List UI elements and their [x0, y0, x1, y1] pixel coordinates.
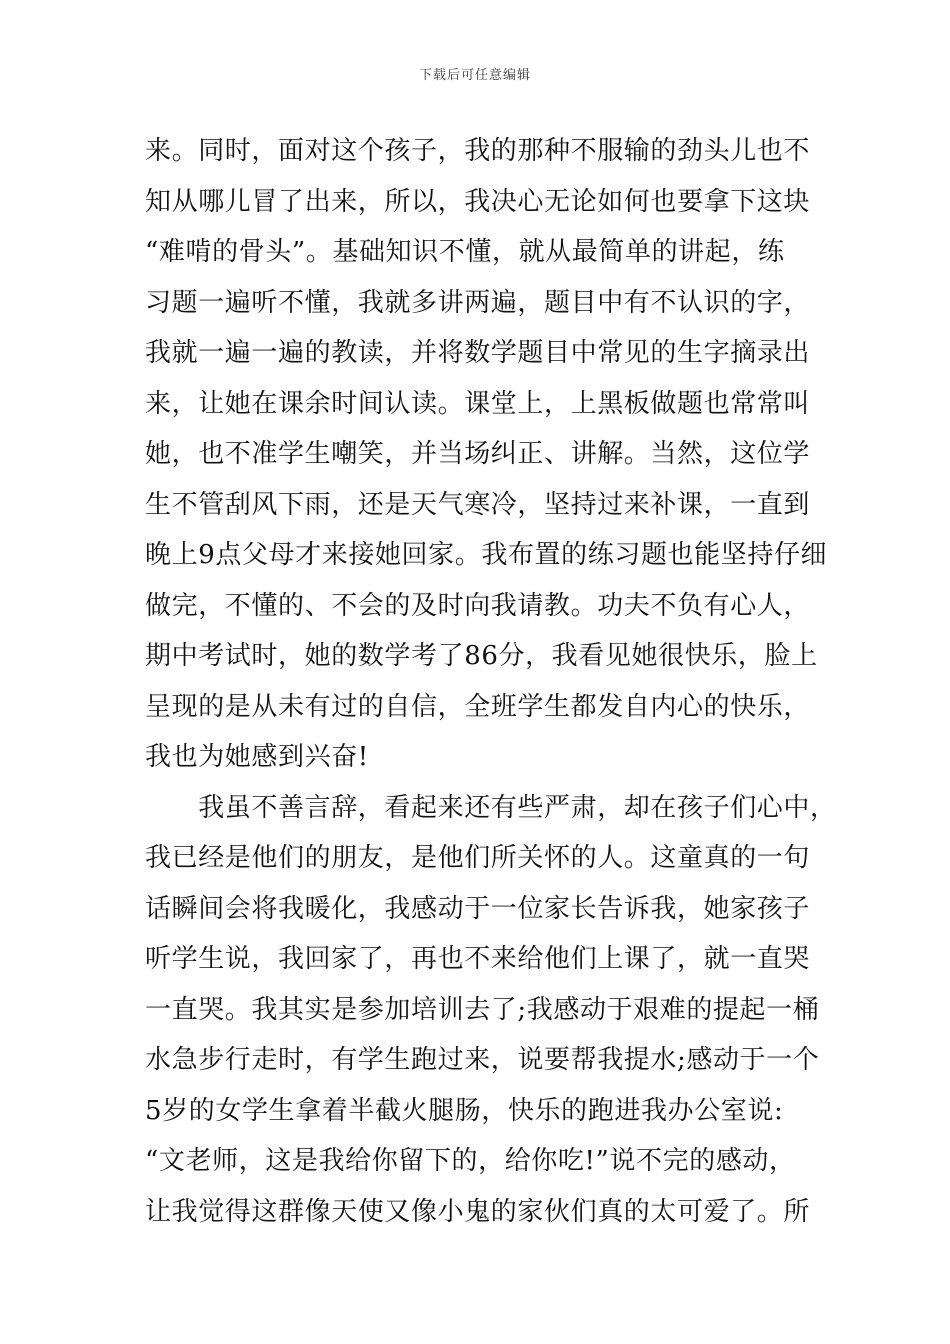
text-line: 晚上9点父母才来接她回家。我布置的练习题也能坚持仔细: [145, 540, 828, 570]
text-line: 5岁的女学生拿着半截火腿肠，快乐的跑进我办公室说:: [145, 1095, 784, 1126]
text-line: “文老师，这是我给你留下的，给你吃!”说不完的感动，: [145, 1146, 796, 1176]
document-body: [145, 126, 837, 1237]
text-line: 呈现的是从未有过的自信，全班学生都发自内心的快乐，: [145, 691, 811, 722]
text-line: 一直哭。我其实是参加培训去了;我感动于艰难的提起一桶: [145, 994, 820, 1025]
text-line: “难啃的骨头”。基础知识不懂，就从最简单的讲起，练: [145, 237, 785, 267]
text-line: 来，让她在课余时间认读。课堂上，上黑板做题也常常叫: [145, 388, 811, 419]
text-line: 习题一遍听不懂，我就多讲两遍，题目中有不认识的字，: [145, 287, 811, 318]
text-line: 来。同时，面对这个孩子，我的那种不服输的劲头儿也不: [145, 136, 811, 166]
text-line: 她，也不准学生嘲笑，并当场纠正、讲解。当然，这位学: [145, 439, 811, 469]
text-line: 让我觉得这群像天使又像小鬼的家伙们真的太可爱了。所: [145, 1196, 811, 1227]
text-line: 水急步行走时，有学生跑过来，说要帮我提水;感动于一个: [145, 1045, 820, 1075]
text-line: 我虽不善言辞，看起来还有些严肃，却在孩子们心中，: [145, 792, 837, 823]
text-line: 听学生说，我回家了，再也不来给他们上课了，就一直哭: [145, 944, 811, 974]
text-line: 知从哪儿冒了出来，所以，我决心无论如何也要拿下这块: [145, 186, 811, 217]
text-line: 我已经是他们的朋友，是他们所关怀的人。这童真的一句: [145, 843, 811, 873]
text-line: 生不管刮风下雨，还是天气寒冷，坚持过来补课，一直到: [145, 489, 811, 520]
text-line: 期中考试时，她的数学考了86分，我看见她很快乐，脸上: [145, 641, 818, 671]
text-line: 我也为她感到兴奋!: [145, 742, 369, 772]
text-line: 我就一遍一遍的教读，并将数学题目中常见的生字摘录出: [145, 338, 811, 368]
text-line: 做完，不懂的、不会的及时向我请教。功夫不负有心人，: [145, 590, 811, 621]
page-header: 下载后可任意编辑: [418, 68, 531, 83]
text-line: 话瞬间会将我暖化，我感动于一位家长告诉我，她家孩子: [145, 893, 811, 924]
